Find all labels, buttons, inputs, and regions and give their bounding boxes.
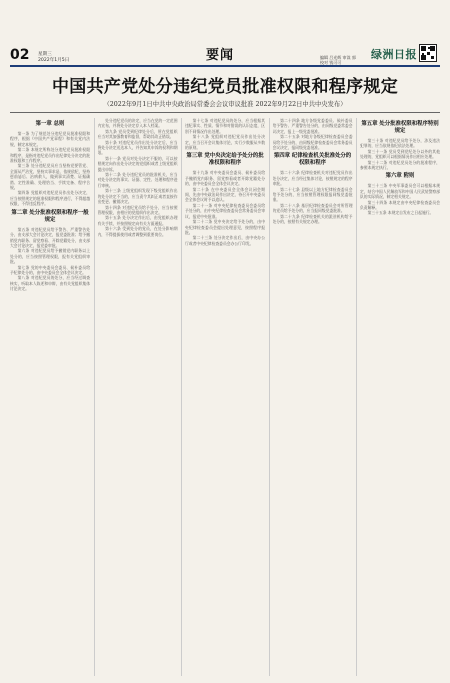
article-paragraph: 第十二条 处分违纪党员的批准机关，应当对处分决定的事实、证据、定性、处理和程序进行审核。 (97, 172, 178, 188)
article-paragraph: 第十六条 受到处分的党员，在处分影响期内，不得提拔使用或者调整到重要岗位。 (97, 226, 178, 237)
article-paragraph: 第六条 对违纪党员给予撤销党内职务以上处分的，应当按照管理权限，报有关党组织审批。 (10, 248, 90, 265)
article-paragraph: 第三十一条 党员受到党纪处分以外的其他处理的，党组织可以根据情况作出相应处理。 (360, 148, 440, 160)
article-paragraph: 第二十条 在中央委员会全体会议闭会期间，先由中央政治局作出决定，待召开中央委员会全体会议时予以追认。 (185, 186, 265, 203)
column-divider (269, 118, 270, 676)
article-column (185, 118, 265, 676)
article-paragraph: 第二条 本规定所称处分违纪党员批准权限和程序，是指对违纪党员作出纪律处分决定的批准权限和工作程序。 (10, 147, 90, 164)
article-paragraph: 第十七条 对违纪党员的处分，应当根据其违纪事实、性质、情节和对错误的认识态度，区别不同情况作出处理。 (185, 118, 265, 134)
chapter-heading: 第一章 总则 (35, 121, 65, 127)
article-paragraph: 第二十四条 地方各级党委委员、候补委员给予警告、严重警告处分的，由同级党委常委会议决定，报上一级党委批准。 (272, 118, 353, 134)
column-divider (94, 118, 95, 676)
editor-credits: 编辑 吕光辉 审读 郭 校对 钱可可 (320, 55, 356, 65)
article-subtitle: （2022年9月1日中共中央政治局常委会会议审议批准 2022年9月22日中共中央发布） (103, 101, 347, 108)
article-paragraph: 第二十三条 处分决定作出后，由中央办公厅或者中央纪律检查委员会办公厅印发。 (185, 235, 265, 246)
article-paragraph: 第十四条 对违纪党员给予处分，应当按照管理权限，由相应的党组织作出决定。 (97, 204, 178, 215)
chapter-heading: 第三章 党中央决定给予处分的批准权限和程序 (186, 153, 264, 167)
article-paragraph: 第二十二条 党中央决定给予处分的，由中央纪律检查委员会提出处理意见，按照程序报批。 (185, 219, 265, 235)
page-header (0, 0, 450, 70)
article-paragraph: 第二十七条 县级以上地方纪律检查委员会给予处分的，应当按照管理权限报同级党委批准。 (272, 186, 353, 203)
article-paragraph: 第四条 党组织对违纪党员作出处分决定，应当按照规定的批准权限和程序进行，不得超越权限，不得违反程序。 (10, 190, 90, 207)
article-paragraph: 第十八条 党组织对违纪党员作出处分决定，应当召开会议集体讨论，实行少数服从多数的原则。 (185, 134, 265, 151)
article-paragraph: 第一条 为了规范处分违纪党员批准权限和程序，根据《中国共产党章程》和有关党内法规，制定本规定。 (10, 131, 90, 147)
chapter-heading: 第六章 附则 (385, 173, 415, 180)
header-rule (10, 65, 440, 67)
article-paragraph: 第三十条 对违纪党员给予处分，涉及违法犯罪的，应当依规依纪依法处理。 (360, 138, 440, 149)
article-paragraph: 第九条 党员受到纪律处分后，所在党组织应当对其加强教育和监督，帮助其改正错误。 (97, 128, 178, 140)
article-paragraph: 第三条 处分违纪党员应当坚持党要管党、全面从严治党，坚持实事求是、依规依纪，坚持惩前毖后、治病救人，做到事实清楚、证据确凿、定性准确、处理恰当、手续完备、程序合规。 (10, 163, 90, 191)
article-paragraph: 第八条 对违纪党员的处分，应当经过调查核实，听取本人陈述和申辩，由有关党组织集体讨论决定。 (10, 275, 90, 292)
article-paragraph: 第十九条 对中央委员会委员、候补委员给予撤销党内职务、留党察看或者开除党籍处分的，由中央委员会全体会议决定。 (185, 170, 265, 187)
article-paragraph: 第二十五条 对地方各级纪律检查委员会委员给予处分的，由同级纪律检查委员会常务委员会议决定，报同级党委批准。 (272, 134, 353, 151)
article-paragraph: 第三十三条 中央军事委员会可以根据本规定，结合中国人民解放军和中国人民武装警察部队的实际情况，制定相关规定。 (360, 183, 440, 200)
article-paragraph: 第十一条 党员对处分决定不服的，可以按照规定向作出处分决定的党组织或者上级党组织提出申诉。 (97, 155, 178, 172)
article-paragraph: 第二十六条 纪律检查机关对违纪党员作出处分决定，应当经过集体讨论，按照规定的程序审批。 (272, 170, 353, 187)
chapter-heading: 第五章 处分批准权限和程序特别规定 (361, 121, 439, 134)
article-paragraph: 第二十一条 对中央纪律检查委员会委员给予处分的，由中央纪律检查委员会常务委员会审议，报党中央批准。 (185, 202, 265, 219)
article-column (360, 118, 440, 676)
article-paragraph: 第十五条 处分决定作出后，由党组织办理有关手续，并按照规定向有关方面通报。 (97, 215, 178, 226)
column-divider (181, 118, 182, 676)
article-paragraph: 第三十二条 对违纪党员处分的批准程序，参照本规定执行。 (360, 159, 440, 171)
article-paragraph: 第五条 对违纪党员给予警告、严重警告处分，由支部大会讨论决定，报党委批准；给予撤销党内职务、留党察看、开除党籍处分，由支部大会讨论决定，报党委审批。 (10, 226, 90, 248)
article-paragraph: 第十条 对违纪党员作出处分决定后，应当将处分决定送达本人，并告知其申诉的权利和期限。 (97, 139, 178, 156)
article-title: 中国共产党处分违纪党员批准权限和程序规定 (52, 77, 398, 97)
article-body (10, 118, 440, 676)
article-paragraph: 第三十四条 本规定由中央纪律检查委员会负责解释。 (360, 199, 440, 211)
qr-code-icon (419, 44, 437, 62)
article-paragraph: 处分违纪党员的决定，应当在党的一定范围内宣布，并将处分决定存入本人档案。 (97, 118, 178, 129)
article-paragraph: 第三十五条 本规定自发布之日起施行。 (367, 210, 434, 216)
chapter-heading: 第四章 纪律检查机关批准处分的权限和程序 (273, 153, 352, 167)
article-column (98, 118, 178, 676)
article-paragraph: 第二十九条 纪律检查机关的派驻机构给予处分的，按照有关规定办理。 (272, 213, 353, 225)
article-paragraph: 第二十八条 基层纪律检查委员会对所管理的党员给予处分的，应当报同级党委批准。 (272, 202, 353, 214)
title-divider (10, 112, 440, 113)
article-column (10, 118, 90, 676)
article-column (273, 118, 353, 676)
article-paragraph: 第十三条 上级党组织发现下级党组织作出的处分决定不当的，应当责令其纠正或者直接作出变更、撤销决定。 (97, 188, 178, 205)
date-info: 星期三 2022年1月5日 (38, 52, 70, 63)
section-name: 要闻 (206, 48, 235, 63)
newspaper-masthead: 绿洲日报 (371, 48, 417, 61)
column-divider (356, 118, 357, 676)
page-number: 02 (10, 47, 30, 63)
chapter-heading: 第二章 处分批准权限和程序一般规定 (11, 209, 89, 223)
article-paragraph: 第七条 党的中央委员会委员、候补委员给予纪律处分的，由中央委员会全体会议决定。 (10, 264, 90, 275)
